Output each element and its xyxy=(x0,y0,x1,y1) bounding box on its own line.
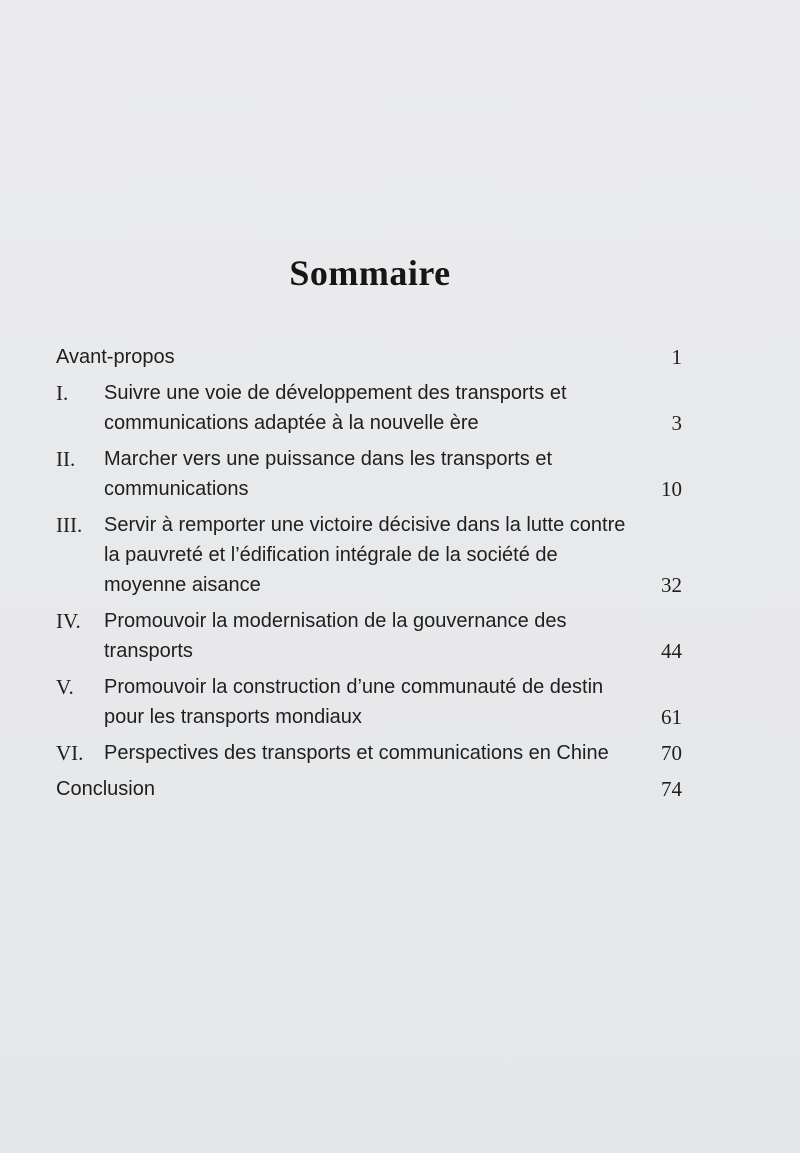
toc-entry-number: VI. xyxy=(56,741,84,765)
toc-entry xyxy=(56,672,686,732)
toc-entry xyxy=(56,444,686,504)
toc-entry-number: IV. xyxy=(56,609,81,633)
toc-entry-number: I. xyxy=(56,381,69,405)
toc-entry-number: III. xyxy=(56,513,83,537)
toc-entry-text: Avant-propos xyxy=(56,346,175,368)
toc-entry-page: 3 xyxy=(671,411,682,435)
toc-entry-page: 61 xyxy=(661,705,682,729)
toc-entry xyxy=(56,606,686,666)
toc-entry-text: Promouvoir la construction d’une communauté de destin pour les transports mondiaux xyxy=(104,676,604,728)
toc-entry-text: Perspectives des transports et communications en Chine xyxy=(104,742,609,764)
toc-entry-text: Marcher vers une puissance dans les transports et communications xyxy=(104,448,552,500)
toc-entry xyxy=(56,774,686,804)
toc-entry-page: 44 xyxy=(661,639,682,663)
toc-entry xyxy=(56,378,686,438)
toc-entry-page: 74 xyxy=(661,777,682,801)
toc-entry xyxy=(56,510,686,600)
toc-entry xyxy=(56,738,686,768)
table-of-contents xyxy=(56,342,686,810)
page-title: Sommaire xyxy=(289,253,451,293)
toc-entry-number: II. xyxy=(56,447,76,471)
toc-entry-page: 1 xyxy=(671,345,682,369)
toc-entry-page: 70 xyxy=(661,741,682,765)
toc-entry xyxy=(56,342,686,372)
toc-entry-text: Promouvoir la modernisation de la gouvernance des transports xyxy=(104,610,567,662)
toc-entry-page: 10 xyxy=(661,477,682,501)
toc-entry-text: Servir à remporter une victoire décisive dans la lutte contre la pauvreté et l’édification intégrale de la société de moyenne aisance xyxy=(104,514,626,596)
toc-entry-page: 32 xyxy=(661,573,682,597)
toc-entry-text: Suivre une voie de développement des transports et communications adaptée à la nouvelle ère xyxy=(104,382,567,434)
toc-entry-text: Conclusion xyxy=(56,778,155,800)
toc-entry-number: V. xyxy=(56,675,74,699)
